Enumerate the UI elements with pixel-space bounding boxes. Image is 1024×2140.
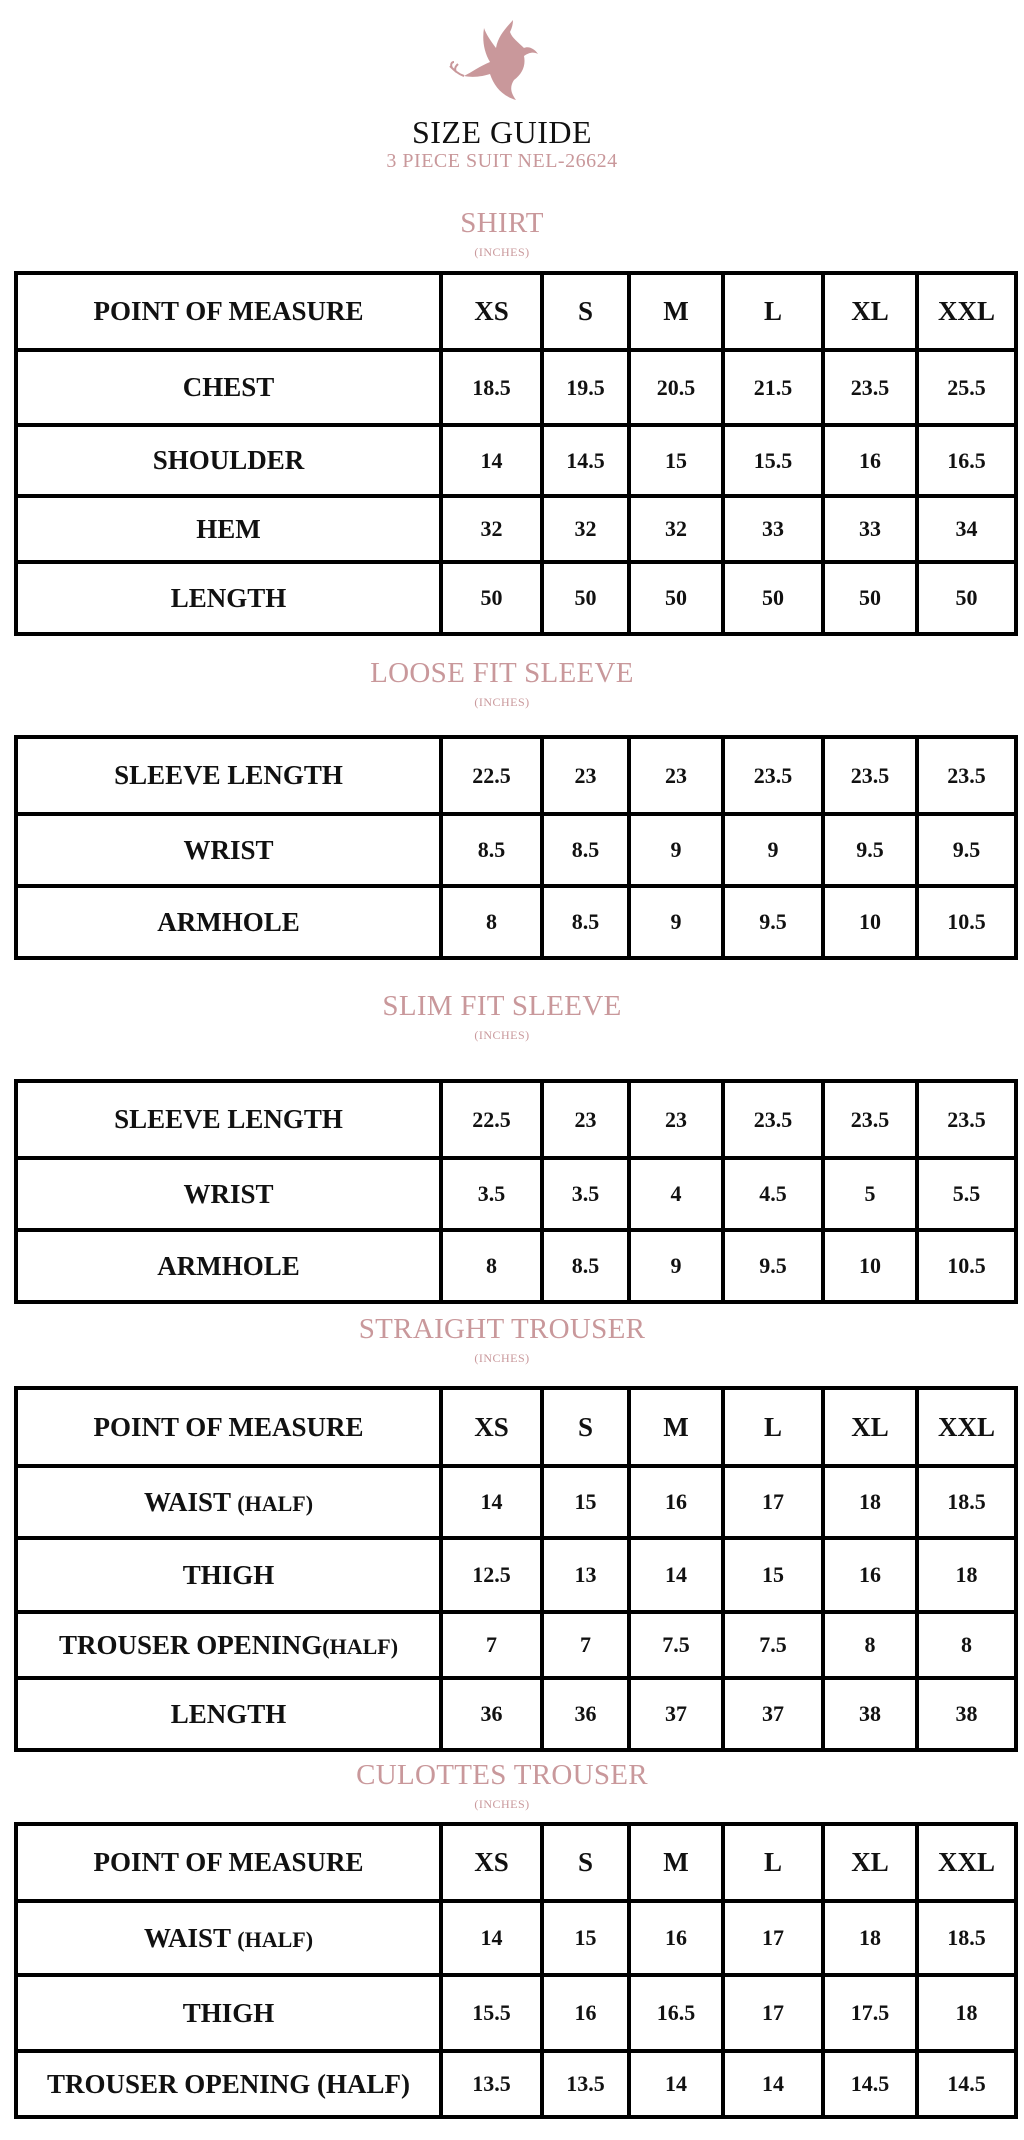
cell-value: 20.5 [629, 350, 723, 425]
size-header: L [723, 1824, 823, 1901]
row-label-text: SHOULDER [152, 445, 305, 475]
table-row [16, 496, 1016, 562]
table-header-row [16, 1388, 1016, 1466]
cell-value: 14.5 [823, 2051, 917, 2117]
section-title: LOOSE FIT SLEEVE [370, 657, 634, 689]
cell-value: 8.5 [542, 1230, 629, 1302]
cell-value: 38 [823, 1678, 917, 1750]
cell-value: 4.5 [723, 1158, 823, 1230]
cell-value: 16 [629, 1901, 723, 1975]
cell-value: 8.5 [441, 814, 542, 886]
cell-value: 33 [723, 496, 823, 562]
cell-value: 7 [441, 1612, 542, 1678]
cell-value: 23.5 [917, 1081, 1016, 1158]
cell-value: 23.5 [823, 737, 917, 814]
cell-value: 18.5 [917, 1466, 1016, 1538]
row-label-text: ARMHOLE [157, 906, 300, 937]
row-label-suffix: (HALF) [322, 1633, 399, 1659]
size-header: S [542, 273, 629, 350]
section-title: CULOTTES TROUSER [356, 1759, 648, 1791]
cell-value: 14 [723, 2051, 823, 2117]
row-label [16, 1975, 441, 2051]
cell-value: 8.5 [542, 886, 629, 958]
size-header: XL [823, 1824, 917, 1901]
loose-sleeve-size-table [14, 735, 1018, 960]
cell-value: 8 [917, 1612, 1016, 1678]
cell-value: 38 [917, 1678, 1016, 1750]
dove-body [464, 20, 538, 100]
cell-value: 17 [723, 1466, 823, 1538]
row-label [16, 814, 441, 886]
cell-value: 15 [542, 1466, 629, 1538]
table-row [16, 737, 1016, 814]
cell-value: 10.5 [917, 886, 1016, 958]
row-label-text: LENGTH [170, 1698, 287, 1729]
cell-value: 3.5 [542, 1158, 629, 1230]
cell-value: 50 [723, 562, 823, 634]
cell-value: 50 [629, 562, 723, 634]
table-row [16, 1158, 1016, 1230]
cell-value: 25.5 [917, 350, 1016, 425]
cell-value: 23.5 [723, 1081, 823, 1158]
cell-value: 18.5 [917, 1901, 1016, 1975]
size-header: M [629, 1824, 723, 1901]
cell-value: 12.5 [441, 1538, 542, 1612]
section-title: SLIM FIT SLEEVE [382, 990, 622, 1022]
cell-value: 17 [723, 1975, 823, 2051]
cell-value: 14 [629, 1538, 723, 1612]
cell-value: 37 [723, 1678, 823, 1750]
row-label [16, 1466, 441, 1538]
cell-value: 23 [629, 737, 723, 814]
shirt-size-table [14, 271, 1018, 636]
row-label [16, 1612, 441, 1678]
straight-trouser-size-table [14, 1386, 1018, 1752]
section-unit: (INCHES) [474, 1351, 530, 1365]
cell-value: 9.5 [823, 814, 917, 886]
size-header: M [629, 273, 723, 350]
size-header: XS [441, 1824, 542, 1901]
header-label: POINT OF MEASURE [16, 1824, 441, 1901]
cell-value: 7.5 [629, 1612, 723, 1678]
size-header: XXL [917, 1388, 1016, 1466]
cell-value: 9.5 [723, 886, 823, 958]
table-row [16, 350, 1016, 425]
slim-sleeve-size-table [14, 1079, 1018, 1304]
cell-value: 14.5 [917, 2051, 1016, 2117]
cell-value: 10 [823, 886, 917, 958]
cell-value: 22.5 [441, 1081, 542, 1158]
cell-value: 50 [441, 562, 542, 634]
row-label-text: HEM [196, 513, 261, 544]
cell-value: 18 [823, 1466, 917, 1538]
row-label-text: WRIST [183, 1178, 274, 1209]
row-label-text: WAIST [143, 1486, 231, 1517]
cell-value: 8.5 [542, 814, 629, 886]
cell-value: 19.5 [542, 350, 629, 425]
table-row [16, 425, 1016, 496]
cell-value: 16 [629, 1466, 723, 1538]
cell-value: 23 [542, 1081, 629, 1158]
cell-value: 9.5 [917, 814, 1016, 886]
cell-value: 14 [441, 1901, 542, 1975]
cell-value: 23 [542, 737, 629, 814]
cell-value: 37 [629, 1678, 723, 1750]
section-title: SHIRT [460, 207, 544, 239]
cell-value: 7.5 [723, 1612, 823, 1678]
size-header: XL [823, 1388, 917, 1466]
cell-value: 50 [823, 562, 917, 634]
table-row [16, 562, 1016, 634]
cell-value: 23.5 [917, 737, 1016, 814]
cell-value: 15 [629, 425, 723, 496]
cell-value: 33 [823, 496, 917, 562]
row-label-text: ARMHOLE [157, 1250, 300, 1281]
cell-value: 23 [629, 1081, 723, 1158]
row-label [16, 1081, 441, 1158]
cell-value: 14 [629, 2051, 723, 2117]
cell-value: 8 [441, 886, 542, 958]
cell-value: 16 [823, 1538, 917, 1612]
row-label-text: SLEEVE LENGTH [114, 1104, 343, 1134]
cell-value: 9 [629, 886, 723, 958]
size-header: XXL [917, 273, 1016, 350]
cell-value: 18 [823, 1901, 917, 1975]
culottes-trouser-size-table [14, 1822, 1018, 2119]
cell-value: 32 [629, 496, 723, 562]
table-row [16, 1230, 1016, 1302]
page-title: SIZE GUIDE [411, 114, 593, 150]
cell-value: 14 [441, 1466, 542, 1538]
cell-value: 5.5 [917, 1158, 1016, 1230]
row-label-suffix: (HALF) [237, 1490, 314, 1516]
table-header-row [16, 273, 1016, 350]
cell-value: 9 [723, 814, 823, 886]
table-row [16, 1466, 1016, 1538]
cell-value: 13.5 [441, 2051, 542, 2117]
row-label-suffix: (HALF) [237, 1926, 314, 1952]
cell-value: 10.5 [917, 1230, 1016, 1302]
cell-value: 15 [723, 1538, 823, 1612]
cell-value: 18 [917, 1975, 1016, 2051]
table-row [16, 1081, 1016, 1158]
row-label-text: WRIST [183, 834, 274, 865]
row-label [16, 1901, 441, 1975]
cell-value: 32 [542, 496, 629, 562]
cell-value: 15.5 [441, 1975, 542, 2051]
row-label [16, 1230, 441, 1302]
dove-icon [446, 16, 546, 116]
row-label [16, 1538, 441, 1612]
cell-value: 4 [629, 1158, 723, 1230]
row-label-text: CHEST [182, 372, 275, 402]
table-row [16, 1612, 1016, 1678]
cell-value: 13 [542, 1538, 629, 1612]
cell-value: 34 [917, 496, 1016, 562]
row-label-text: WAIST [143, 1922, 231, 1953]
cell-value: 9 [629, 814, 723, 886]
table-row [16, 1538, 1016, 1612]
cell-value: 7 [542, 1612, 629, 1678]
section-unit: (INCHES) [474, 695, 530, 709]
cell-value: 16 [542, 1975, 629, 2051]
table-row [16, 1678, 1016, 1750]
row-label [16, 425, 441, 496]
section-unit: (INCHES) [474, 245, 530, 259]
cell-value: 16 [823, 425, 917, 496]
section-unit: (INCHES) [474, 1797, 530, 1811]
section-title: STRAIGHT TROUSER [358, 1313, 646, 1345]
size-header: XS [441, 273, 542, 350]
size-header: XXL [917, 1824, 1016, 1901]
table-row [16, 886, 1016, 958]
table-header-row [16, 1824, 1016, 1901]
table-row [16, 1901, 1016, 1975]
cell-value: 36 [441, 1678, 542, 1750]
cell-value: 15.5 [723, 425, 823, 496]
row-label-text: TROUSER OPENING (HALF) [46, 2068, 411, 2099]
cell-value: 10 [823, 1230, 917, 1302]
cell-value: 9.5 [723, 1230, 823, 1302]
header-label: POINT OF MEASURE [16, 1388, 441, 1466]
section-unit: (INCHES) [474, 1028, 530, 1042]
size-header: L [723, 273, 823, 350]
row-label-text: THIGH [182, 1559, 275, 1590]
size-header: L [723, 1388, 823, 1466]
cell-value: 17.5 [823, 1975, 917, 2051]
cell-value: 32 [441, 496, 542, 562]
row-label [16, 562, 441, 634]
cell-value: 36 [542, 1678, 629, 1750]
row-label [16, 496, 441, 562]
cell-value: 23.5 [823, 1081, 917, 1158]
row-label-text: THIGH [182, 1997, 275, 2028]
cell-value: 50 [542, 562, 629, 634]
cell-value: 50 [917, 562, 1016, 634]
row-label [16, 1678, 441, 1750]
cell-value: 8 [441, 1230, 542, 1302]
size-header: XS [441, 1388, 542, 1466]
row-label [16, 350, 441, 425]
cell-value: 18 [917, 1538, 1016, 1612]
olive-branch [450, 62, 464, 76]
cell-value: 13.5 [542, 2051, 629, 2117]
cell-value: 23.5 [823, 350, 917, 425]
table-row [16, 814, 1016, 886]
cell-value: 14 [441, 425, 542, 496]
cell-value: 9 [629, 1230, 723, 1302]
cell-value: 18.5 [441, 350, 542, 425]
cell-value: 17 [723, 1901, 823, 1975]
size-header: S [542, 1824, 629, 1901]
header-label: POINT OF MEASURE [16, 273, 441, 350]
cell-value: 15 [542, 1901, 629, 1975]
row-label-text: SLEEVE LENGTH [114, 760, 343, 790]
size-header: S [542, 1388, 629, 1466]
size-header: XL [823, 273, 917, 350]
row-label-text: TROUSER OPENING [58, 1629, 323, 1660]
row-label-text: LENGTH [170, 582, 287, 613]
size-header: M [629, 1388, 723, 1466]
row-label [16, 1158, 441, 1230]
row-label [16, 737, 441, 814]
cell-value: 16.5 [629, 1975, 723, 2051]
cell-value: 22.5 [441, 737, 542, 814]
table-row [16, 1975, 1016, 2051]
product-subtitle: 3 PIECE SUIT NEL-26624 [386, 150, 618, 172]
table-row [16, 2051, 1016, 2117]
cell-value: 5 [823, 1158, 917, 1230]
cell-value: 14.5 [542, 425, 629, 496]
row-label [16, 2051, 441, 2117]
cell-value: 21.5 [723, 350, 823, 425]
cell-value: 3.5 [441, 1158, 542, 1230]
row-label [16, 886, 441, 958]
cell-value: 16.5 [917, 425, 1016, 496]
cell-value: 8 [823, 1612, 917, 1678]
cell-value: 23.5 [723, 737, 823, 814]
